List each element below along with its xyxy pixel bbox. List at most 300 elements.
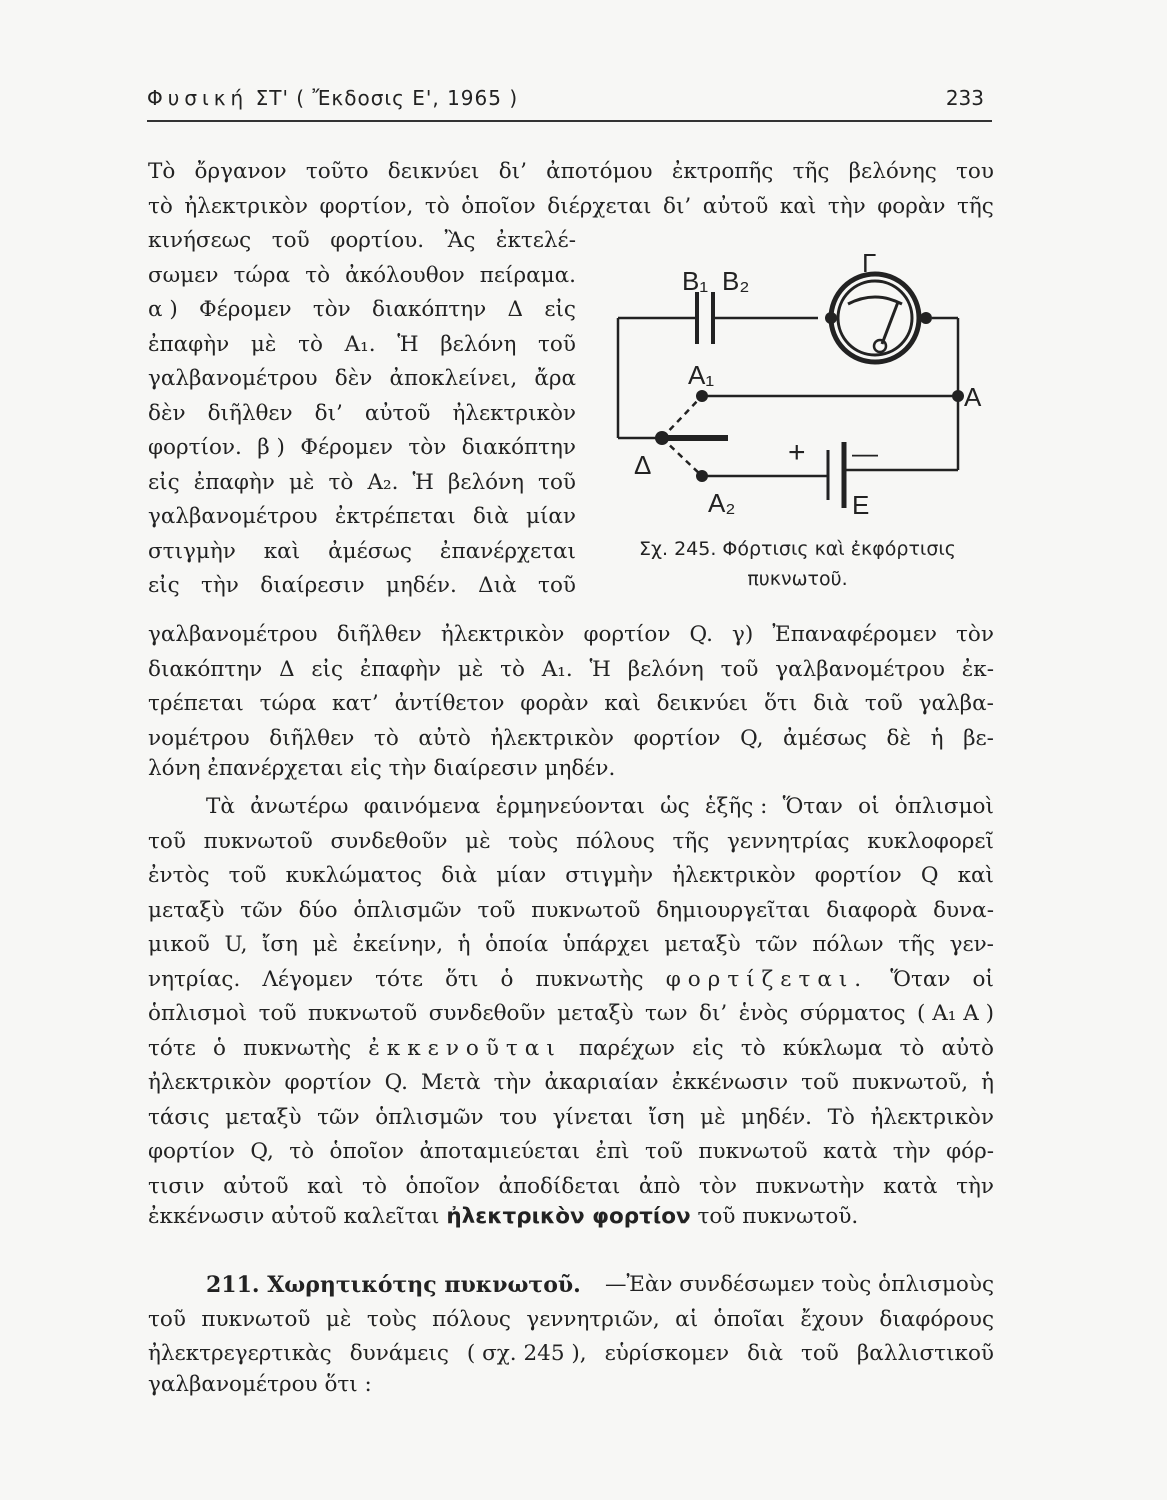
text-line <box>148 535 576 570</box>
word: τοῦ <box>801 1070 839 1095</box>
word: μὲ <box>325 1306 352 1332</box>
text-line <box>148 1337 994 1372</box>
word: δι’ <box>699 1001 728 1026</box>
word: τοῦ <box>800 1341 839 1366</box>
text-line <box>148 155 994 190</box>
word: δι’ <box>663 193 692 219</box>
word: τῶν <box>317 1104 360 1130</box>
word: γεννητριῶν, <box>526 1306 660 1332</box>
word: διακόπτην <box>461 435 576 460</box>
word: πυκνωτοῦ <box>531 897 641 923</box>
word: Ὅταν <box>782 794 843 819</box>
text-line <box>148 1066 994 1101</box>
word: ἀμέσως <box>783 725 867 751</box>
word: φορτίον. <box>148 435 242 460</box>
intro-paragraph <box>148 155 994 224</box>
word: νητρίας. <box>148 966 241 992</box>
word: παρέχων <box>578 1035 675 1061</box>
word: ἠλεκτρικὸν <box>452 400 576 426</box>
text-line <box>148 466 576 501</box>
word: τοῦ <box>720 656 759 682</box>
word: τοῦ <box>538 573 576 598</box>
label-galvanometer: Γ <box>862 248 877 278</box>
word: ἀποτόμου <box>546 159 653 184</box>
word: αἱ <box>675 1306 699 1332</box>
word: ἐκκενοῦται <box>368 1035 562 1061</box>
switch-path-a1 <box>662 396 702 438</box>
word: τοῦ <box>477 897 516 923</box>
word: ἠλεκτρικὸν <box>870 1104 994 1130</box>
caption-line-2: πυκνωτοῦ. <box>747 568 848 590</box>
word: ἠλεκτρικὸν <box>672 863 796 888</box>
word: γαλβανομέτρου <box>148 366 318 391</box>
running-title-edition: ΣΤ' ( Ἔκδοσις Ε', 1965 ) <box>255 86 519 110</box>
text-line <box>148 431 576 466</box>
word: γαλβανομέτρου <box>148 622 318 647</box>
word: γαλβανομέτρου <box>148 504 318 529</box>
word: κατὰ <box>883 1173 938 1199</box>
word: μὲ <box>457 656 484 682</box>
word: ὑπάρχει <box>562 932 650 957</box>
section-first-line-rest: —Ἐὰν συνδέσωμεν τοὺς ὁπλισμοὺς <box>604 1272 994 1297</box>
word: ἐκτελέ- <box>495 228 576 253</box>
section-first-line <box>148 1268 994 1303</box>
caption-line-1: Σχ. 245. Φόρτισις καὶ ἐκφόρτισις <box>639 538 956 560</box>
word: ὡς <box>660 794 690 819</box>
word: ἴση <box>648 1104 685 1130</box>
word: Ἐπαναφέρομεν <box>772 622 937 647</box>
word: ὁποῖαι <box>713 1306 785 1332</box>
word: ἠλεκτρικὸν <box>440 622 565 647</box>
word: μὲ <box>465 828 491 854</box>
label-b1: B₁ <box>682 266 709 296</box>
word: τὸ <box>373 725 399 751</box>
word: τοῦ <box>258 1001 297 1026</box>
word: τῶν <box>755 932 798 957</box>
word: δὲν <box>148 400 186 426</box>
word: ἠλεκτρικὸν <box>148 1070 272 1095</box>
word: φορὰν <box>877 193 946 219</box>
word: πόλων <box>812 932 884 957</box>
label-a1: A₁ <box>688 360 715 390</box>
word: ἑρμηνεύονται <box>495 794 645 819</box>
word: β ) <box>257 435 285 460</box>
text-line <box>148 790 994 825</box>
word: καὶ <box>307 1173 344 1199</box>
page-header <box>147 86 992 122</box>
switch-path-a2 <box>662 438 702 476</box>
word: κυκλώματος <box>285 863 423 888</box>
word: U, <box>224 932 248 957</box>
word: μεταξὺ <box>148 897 225 923</box>
word: διακόπτην <box>148 656 263 682</box>
figure-caption <box>605 534 990 594</box>
word: τὸ <box>328 469 354 495</box>
text-line <box>148 190 994 225</box>
word: τοὺς <box>366 1306 417 1332</box>
word: φορτίον <box>148 1139 235 1164</box>
word: συνδεθοῦν <box>428 1001 546 1026</box>
explanation-paragraph <box>148 790 994 1239</box>
text-line <box>148 1135 994 1170</box>
page-number: 233 <box>945 86 984 110</box>
word: πόλους <box>576 828 655 854</box>
word: ἡ <box>457 932 471 957</box>
word: κυκλοφορεῖ <box>867 828 994 854</box>
word: διὰ <box>747 1341 783 1366</box>
word: φόρ- <box>946 1139 994 1164</box>
galvanometer-needle <box>882 302 898 344</box>
word: καὶ <box>263 538 301 564</box>
word: καὶ <box>604 691 641 716</box>
word: Φέρομεν <box>300 435 393 460</box>
word: καὶ <box>957 863 994 888</box>
word: δυνα- <box>933 897 994 923</box>
word: τῆς <box>957 193 994 219</box>
text-line <box>148 618 994 653</box>
word: διῆλθεν <box>336 622 422 647</box>
word: Ἡ <box>397 331 419 357</box>
word: ἐκκένωσιν <box>671 1070 789 1095</box>
word: α ) <box>148 297 178 322</box>
word: ἠλεκτρικὸν <box>490 725 614 751</box>
experiment-paragraph <box>148 224 576 604</box>
word: μηδέν. <box>741 1104 813 1130</box>
text-line <box>148 500 576 535</box>
word: βαλλιστικοῦ <box>856 1341 994 1366</box>
label-b2: B₂ <box>722 266 750 296</box>
text-line <box>148 859 994 894</box>
word: ὁποία <box>485 932 549 957</box>
word: εὑρίσκομεν <box>604 1341 730 1366</box>
word: πόλους <box>432 1306 511 1332</box>
word: τοὺς <box>508 828 559 854</box>
word: γαλβα- <box>918 691 994 716</box>
word: ἐπανέρχεται <box>439 538 576 564</box>
text-line <box>148 569 576 604</box>
word: τάσις <box>148 1104 210 1130</box>
galvanometer-terminal-left <box>825 312 837 324</box>
contact-a1 <box>696 390 708 402</box>
contact-a2 <box>696 470 708 482</box>
word: διέρχεται <box>547 193 652 219</box>
word: των <box>645 1001 688 1026</box>
word: Τὰ <box>206 794 235 819</box>
text-line <box>148 653 994 688</box>
word: εἰς <box>544 297 576 322</box>
word: γ) <box>732 622 754 647</box>
word: δὲν <box>334 366 373 391</box>
word: τώρα <box>259 691 317 716</box>
word: εἰς <box>148 469 180 495</box>
word: μεταξὺ <box>225 1104 302 1130</box>
section-211 <box>148 1268 994 1406</box>
word: Q, <box>740 725 764 751</box>
defined-term: ἠλεκτρικὸν φορτίον <box>446 1204 691 1229</box>
galvanometer-scale <box>848 297 902 304</box>
word: Ἡ <box>589 656 611 682</box>
word: βελόνη <box>627 656 704 682</box>
word: πυκνωτὴς <box>243 1035 352 1061</box>
word: μικοῦ <box>148 932 210 957</box>
text-line <box>148 687 994 722</box>
word: αὐτοῦ <box>702 193 769 219</box>
text-line <box>148 328 576 363</box>
experiment-continuation <box>148 618 994 791</box>
word: αὐτοῦ <box>364 400 431 426</box>
word: Μετὰ <box>421 1070 481 1095</box>
word: εἰς <box>692 1035 724 1061</box>
word: ἐντὸς <box>148 863 210 888</box>
word: τοῦ <box>148 1306 186 1332</box>
label-a2: A₂ <box>708 488 736 518</box>
word: φορτίον <box>814 863 902 888</box>
word: ἀμέσως <box>328 538 412 564</box>
word: τὴν <box>493 1070 532 1095</box>
text-line <box>148 1032 994 1067</box>
word: νομέτρου <box>148 725 250 751</box>
word: φορτίον <box>633 725 721 751</box>
word: διαφόρους <box>879 1306 994 1332</box>
label-switch-delta: Δ <box>634 450 652 480</box>
section-heading: 211. Χωρητικότης πυκνωτοῦ. <box>206 1272 581 1298</box>
word: μίαν <box>526 504 576 529</box>
text-line <box>148 1101 994 1136</box>
word: Λέγομεν <box>262 966 354 992</box>
word: ἀνωτέρω <box>250 794 349 819</box>
word: μεταξὺ <box>664 932 741 957</box>
word: συνδεθοῦν <box>330 828 448 854</box>
word: φορτίον <box>284 1070 372 1095</box>
word: πυκνωτὴν <box>755 1173 865 1199</box>
word: κατ’ <box>332 691 379 716</box>
text-line <box>148 997 994 1032</box>
word: ἐκείνην, <box>352 932 444 957</box>
word: οἱ <box>972 966 994 992</box>
word: Α₁. <box>344 331 376 357</box>
text-line <box>148 928 994 963</box>
word: τὸν <box>956 622 994 647</box>
word: πυκνωτοῦ <box>308 1001 418 1026</box>
word: ἐκτρέπεται <box>334 504 456 529</box>
word: τὸ <box>500 656 525 682</box>
word: αὐτὸ <box>941 1035 994 1061</box>
word: ὁπλισμοὶ <box>894 794 994 819</box>
word: δι’ <box>314 400 343 426</box>
word: καὶ <box>779 193 817 219</box>
word: Α₁. <box>541 656 573 682</box>
word: δύο <box>298 897 338 923</box>
word: ἑνὸς <box>738 1001 789 1026</box>
word: διαίρεσιν <box>260 573 365 598</box>
galvanometer-pivot <box>874 340 886 352</box>
running-title <box>147 86 518 110</box>
word: τῆς <box>792 159 830 184</box>
word: κύκλωμα <box>782 1035 883 1061</box>
word: ( σχ. 245 ), <box>466 1341 587 1366</box>
word: φορτίζεται. <box>665 966 869 992</box>
word: μὲ <box>312 932 339 957</box>
word: ἐπαφὴν <box>193 469 275 495</box>
word: Q, <box>250 1139 274 1164</box>
word: τότε <box>375 966 424 992</box>
word: ἐπαφὴν <box>148 331 230 357</box>
word: ἐπαφὴν <box>359 656 442 682</box>
word: κατὰ <box>822 1139 878 1164</box>
junction-a <box>952 390 964 402</box>
word: διακόπτην <box>372 297 487 322</box>
word: ( Α₁ Α ) <box>917 1001 994 1026</box>
word: Δ <box>507 297 524 322</box>
word: τοῦτο <box>305 159 369 184</box>
label-plus: + <box>788 436 806 469</box>
word: ἑξῆς : <box>704 794 768 819</box>
word: τὸν <box>312 297 351 322</box>
word: μὲ <box>288 469 315 495</box>
word: γίνεται <box>552 1104 633 1130</box>
label-minus: — <box>852 438 878 468</box>
word: φορτίου. <box>330 228 425 253</box>
word: εἰς <box>148 573 180 598</box>
word: μεταξὺ <box>557 1001 634 1026</box>
word: βελόνη <box>447 469 524 495</box>
word: ὁπλισμῶν <box>375 1104 484 1130</box>
text-line: γαλβανομέτρου ὅτι : <box>148 1371 372 1397</box>
word: φορτίον, <box>319 193 414 219</box>
word: πυκνωτοῦ <box>201 1306 311 1332</box>
word: δι’ <box>498 159 527 184</box>
word: τῶν <box>240 897 283 923</box>
word: τοῦ <box>864 691 903 716</box>
word: αὐτοῦ <box>223 1173 289 1199</box>
word: τὴν <box>201 573 239 598</box>
word: Q. <box>384 1070 408 1095</box>
word: γαλβανομέτρου <box>775 656 945 682</box>
word: ὁπλισμοὶ <box>148 1001 248 1026</box>
word: ὄργανον <box>194 159 287 184</box>
word: διαφορὰ <box>826 897 918 923</box>
word: σύρματος <box>799 1001 906 1026</box>
word: πυκνωτοῦ, <box>852 1070 969 1095</box>
word: Ὅταν <box>890 966 951 992</box>
word: Ἡ <box>412 469 434 495</box>
word: γεν- <box>949 932 994 957</box>
word: τῆς <box>898 932 936 957</box>
word: τοῦ <box>228 863 267 888</box>
text-line <box>148 722 994 757</box>
word: τῆς <box>672 828 710 854</box>
word: διὰ <box>441 863 478 888</box>
word: ὁ <box>213 1035 226 1061</box>
running-title-subject: Φυσική <box>147 86 249 110</box>
word: τοῦ <box>271 228 310 253</box>
circuit-figure <box>590 238 990 538</box>
word: διῆλθεν <box>207 400 293 426</box>
word: Ἂς <box>444 228 476 253</box>
word: ὁποῖον <box>329 1139 404 1164</box>
word: τὸν <box>408 435 447 460</box>
word: ἀκόλουθον <box>345 262 465 288</box>
text-line <box>148 1303 994 1338</box>
word: τὸ <box>740 1035 766 1061</box>
word: μηδέν. <box>385 573 457 598</box>
word: Φέρομεν <box>199 297 292 322</box>
word: τὸ <box>298 331 323 357</box>
word: ἀπὸ <box>638 1173 681 1199</box>
label-e: E <box>852 490 870 520</box>
word: ἐπὶ <box>595 1139 630 1164</box>
text-line <box>148 362 576 397</box>
word: δημιουργεῖται <box>656 897 811 923</box>
word: πυκνωτοῦ <box>698 1139 808 1164</box>
word: τὸν <box>699 1173 737 1199</box>
word: ἀποκλείνει, <box>389 366 518 391</box>
word: τὸ <box>148 193 173 219</box>
word: δὲ <box>886 725 912 751</box>
word: ὁποῖον <box>461 193 536 219</box>
word: ἀκαριαίαν <box>544 1070 659 1095</box>
word: τὴν <box>892 1139 931 1164</box>
word: εἰς <box>311 656 344 682</box>
word: γεννητρίας <box>727 828 850 854</box>
word: σωμεν <box>148 262 219 288</box>
word: Δ <box>279 656 295 682</box>
word: ὁπλισμῶν <box>353 897 462 923</box>
last-line-start: ἐκκένωσιν αὐτοῦ καλεῖται <box>148 1204 440 1229</box>
word: κινήσεως <box>148 228 252 253</box>
word: ὅτι <box>445 966 479 992</box>
text-line <box>148 397 576 432</box>
word: τρέπεται <box>148 691 244 716</box>
word: Α₂. <box>367 469 399 495</box>
word: μὲ <box>700 1104 726 1130</box>
word: ἀντίθετον <box>394 691 505 716</box>
word: ἠλεκτρικὸν <box>184 193 308 219</box>
word: φαινόμενα <box>363 794 481 819</box>
word: τοῦ <box>538 469 576 495</box>
word: τισιν <box>148 1173 205 1199</box>
word: στιγμὴν <box>148 538 236 564</box>
word: τὸ <box>362 1173 387 1199</box>
word: ὁποῖον <box>405 1173 480 1199</box>
word: Διὰ <box>478 573 517 598</box>
label-a: A <box>964 382 982 412</box>
word: ὅτι <box>764 691 798 716</box>
text-line <box>148 1204 994 1239</box>
word: ἡ <box>981 1070 994 1095</box>
word: ἀποταμιεύεται <box>419 1139 581 1164</box>
word: τοῦ <box>148 828 186 854</box>
word: διὰ <box>472 504 509 529</box>
word: δυνάμεις <box>349 1341 449 1366</box>
word: δεικνύει <box>656 691 749 716</box>
word: τὸ <box>899 1035 925 1061</box>
word: πυκνωτὴς <box>535 966 644 992</box>
word: βε- <box>963 725 994 751</box>
word: τὸ <box>305 262 331 288</box>
word: τὴν <box>827 193 866 219</box>
word: ἔχουν <box>800 1306 864 1332</box>
switch-pivot <box>655 431 669 445</box>
word: διῆλθεν <box>269 725 355 751</box>
text-line <box>148 293 576 328</box>
word: φορὰν <box>520 691 589 716</box>
word: του <box>499 1104 538 1130</box>
word: ἐκ- <box>961 656 994 682</box>
text-line <box>148 259 576 294</box>
word: ἠλεκτρεγερτικὰς <box>148 1341 332 1366</box>
word: δεικνύει <box>387 159 480 184</box>
